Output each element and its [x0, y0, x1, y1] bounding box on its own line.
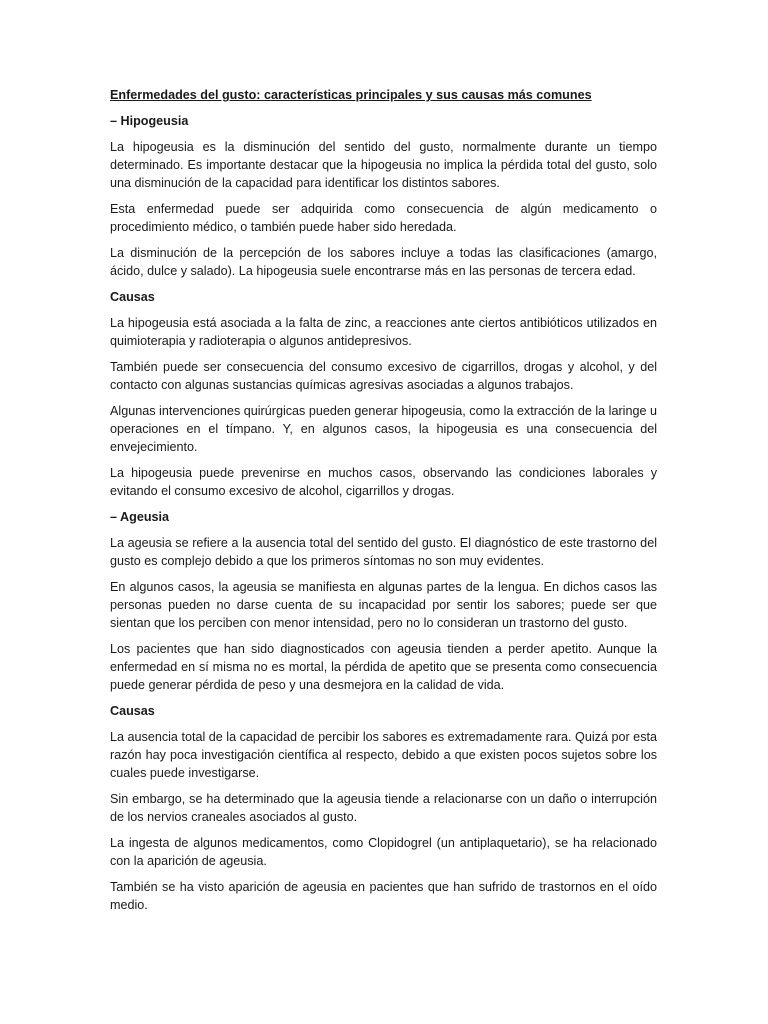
section-heading: – Ageusia: [110, 510, 170, 524]
document-page: [110, 86, 657, 922]
document-body: [110, 112, 657, 914]
paragraph: También puede ser consecuencia del consumo excesivo de cigarrillos, drogas y alcohol, y del contacto con algunas sustancias químicas agresivas asociadas a algunos trabajos.: [110, 360, 657, 392]
section-heading: – Hipogeusia: [110, 114, 189, 128]
paragraph: Sin embargo, se ha determinado que la ageusia tiende a relacionarse con un daño o interrupción de los nervios craneales asociados al gusto.: [110, 792, 657, 824]
paragraph: La ausencia total de la capacidad de percibir los sabores es extremadamente rara. Quizá por esta razón hay poca investigación científica al respecto, debido a que existen pocos sujetos sobre los cuales puede investigarse.: [110, 730, 657, 780]
paragraph: La hipogeusia es la disminución del sentido del gusto, normalmente durante un tiempo determinado. Es importante destacar que la hipogeusia no implica la pérdida total del gusto, solo una disminución de la capacidad para identificar los distintos sabores.: [110, 140, 657, 190]
document-title: Enfermedades del gusto: características principales y sus causas más comunes: [110, 88, 592, 102]
paragraph: Los pacientes que han sido diagnosticados con ageusia tienden a perder apetito. Aunque la enfermedad en sí misma no es mortal, la pérdida de apetito que se presenta como consecuencia puede generar pérdida de peso y una desmejora en la calidad de vida.: [110, 642, 657, 692]
paragraph: También se ha visto aparición de ageusia en pacientes que han sufrido de trastornos en el oído medio.: [110, 880, 657, 912]
paragraph: Algunas intervenciones quirúrgicas pueden generar hipogeusia, como la extracción de la laringe u operaciones en el tímpano. Y, en algunos casos, la hipogeusia es una consecuencia del envejecimiento.: [110, 404, 657, 454]
paragraph: La ageusia se refiere a la ausencia total del sentido del gusto. El diagnóstico de este trastorno del gusto es complejo debido a que los primeros síntomas no son muy evidentes.: [110, 536, 657, 568]
paragraph: La hipogeusia está asociada a la falta de zinc, a reacciones ante ciertos antibióticos utilizados en quimioterapia y radioterapia o algunos antidepresivos.: [110, 316, 657, 348]
section-heading: Causas: [110, 704, 155, 718]
paragraph: Esta enfermedad puede ser adquirida como consecuencia de algún medicamento o procedimiento médico, o también puede haber sido heredada.: [110, 202, 657, 234]
paragraph: La disminución de la percepción de los sabores incluye a todas las clasificaciones (amargo, ácido, dulce y salado). La hipogeusia suele encontrarse más en las personas de tercera edad.: [110, 246, 657, 278]
paragraph: La hipogeusia puede prevenirse en muchos casos, observando las condiciones laborales y evitando el consumo excesivo de alcohol, cigarrillos y drogas.: [110, 466, 657, 498]
section-heading: Causas: [110, 290, 155, 304]
paragraph: La ingesta de algunos medicamentos, como Clopidogrel (un antiplaquetario), se ha relacionado con la aparición de ageusia.: [110, 836, 657, 868]
paragraph: En algunos casos, la ageusia se manifiesta en algunas partes de la lengua. En dichos casos las personas pueden no darse cuenta de su incapacidad por sentir los sabores; puede ser que sientan que los perciben con menor intensidad, pero no lo consideran un trastorno del gusto.: [110, 580, 657, 630]
